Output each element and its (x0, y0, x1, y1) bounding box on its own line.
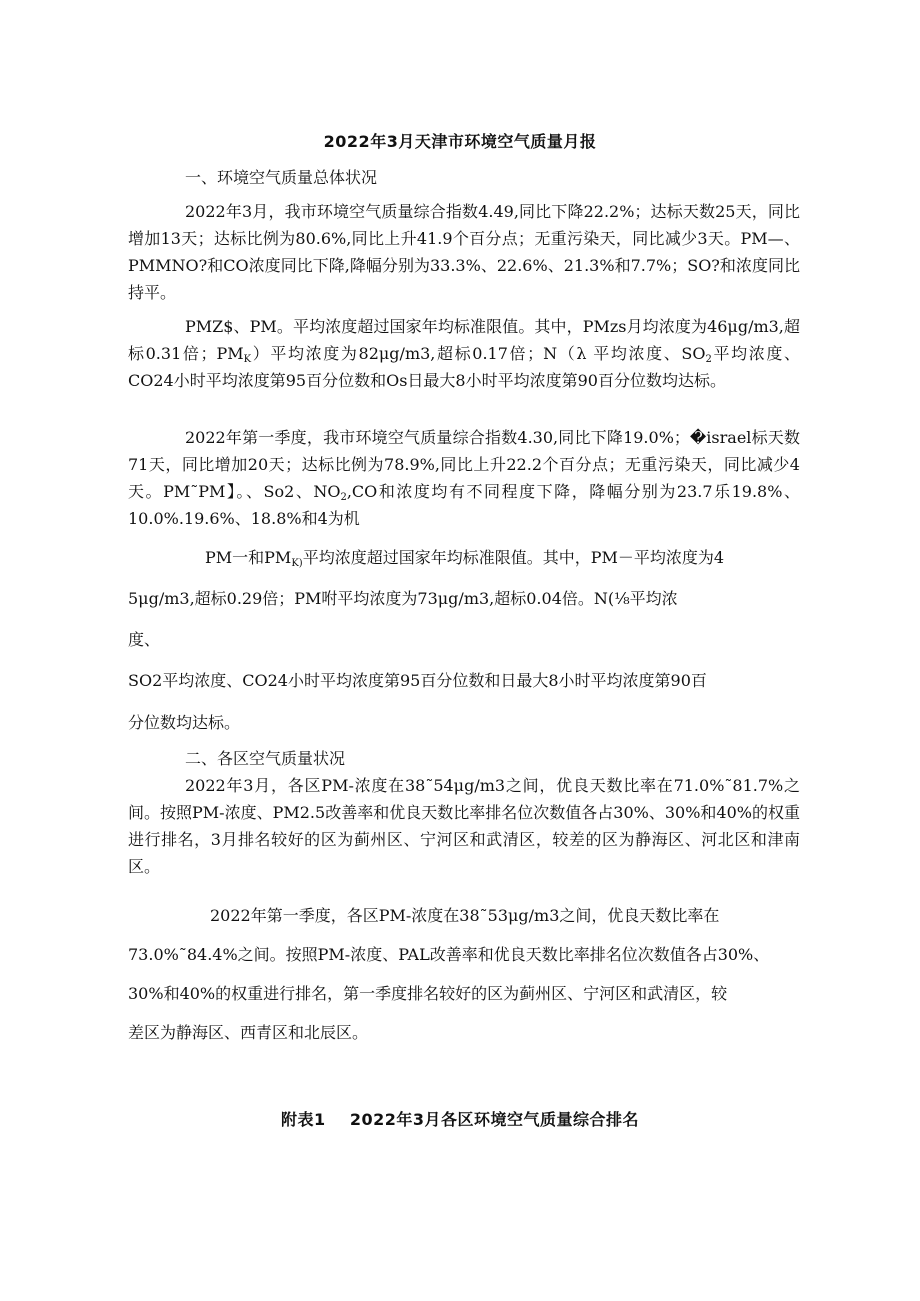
section-1-paragraph-4-line-3: 度、 (128, 630, 161, 649)
p3-text-b: ,CO和浓度均有不同程度下降，降幅分别为23.7乐19.8%、10.0%.19.6%、18.8%和4为机 (128, 482, 800, 528)
section-1-paragraph-4-line-2: 5μg/m3,超标0.29倍；PM咐平均浓度为73μg/m3,超标0.04倍。N(⅛平均浓 (128, 589, 678, 608)
section-1-paragraph-4-line-1 (205, 545, 724, 568)
section-1-paragraph-3 (128, 424, 800, 532)
section-2-paragraph-1: 2022年3月，各区PM-浓度在38˜54μg/m3之间，优良天数比率在71.0%˜81.7%之间。按照PM-浓度、PM2.5改善率和优良天数比率排名位次数值各占30%、30%和40%的权重进行排名，3月排名较好的区为蓟州区、宁河区和武清区，较差的区为静海区、河北区和津南区。 (128, 776, 800, 876)
document-title: 2022年3月天津市环境空气质量月报 (323, 132, 597, 151)
section-1-heading: 一、环境空气质量总体状况 (185, 168, 378, 187)
section-1-paragraph-4-line-4: SO2平均浓度、CO24小时平均浓度第95百分位数和日最大8小时平均浓度第90百 (128, 671, 707, 690)
section-1-paragraph-2 (128, 313, 800, 394)
section-2-paragraph-2-line-3: 30%和40%的权重进行排名，第一季度排名较好的区为蓟州区、宁河区和武清区，较 (128, 984, 728, 1003)
section-2-paragraph-2-line-2: 73.0%˜84.4%之间。按照PM-浓度、PAL改善率和优良天数比率排名位次数值各占30%、 (128, 945, 770, 964)
p2-subscript-2: 2 (705, 354, 712, 365)
section-2-paragraph-2-line-4: 差区为静海区、西青区和北辰区。 (128, 1023, 369, 1042)
p4-line1-subscript: K) (291, 558, 303, 569)
section-1-paragraph-4-line-5: 分位数均达标。 (128, 713, 241, 732)
p3-text-a: 2022年第一季度，我市环境空气质量综合指数4.30,同比下降19.0%；�israel标天数71天，同比增加20天；达标比例为78.9%,同比上升22.2个百分点；无重污染天，同比减少4天。PM˜PM】。、So2、NO (128, 428, 800, 501)
section-2-paragraph-2-line-1: 2022年第一季度，各区PM-浓度在38˜53μg/m3之间，优良天数比率在 (210, 906, 720, 925)
p3-subscript: 2 (340, 492, 347, 503)
p4-line1-text-a: PM一和PM (205, 548, 292, 567)
appendix-table-title: 附表1 2022年3月各区环境空气质量综合排名 (280, 1110, 640, 1129)
section-2-heading: 二、各区空气质量状况 (185, 749, 346, 768)
section-1-paragraph-1: 2022年3月，我市环境空气质量综合指数4.49,同比下降22.2%；达标天数25天，同比增加13天；达标比例为80.6%,同比上升41.9个百分点；无重污染天，同比减少3天。PM—、PMMNO?和CO浓度同比下降,降幅分别为33.3%、22.6%、21.3%和7.7%；SO?和浓度同比持平。 (128, 202, 800, 302)
p2-subscript-1: K (243, 354, 252, 365)
p4-line1-text-b: 平均浓度超过国家年均标准限值。其中，PM－平均浓度为4 (302, 548, 725, 567)
p2-text-c: 平均浓度、CO24小时平均浓度第95百分位数和Os日最大8小时平均浓度第90百分位数均达标。 (128, 344, 800, 390)
p2-text-b: ）平均浓度为82μg/m3,超标0.17倍；N（λ 平均浓度、SO (251, 344, 706, 363)
p2-text-a: PMZ$、PM。平均浓度超过国家年均标准限值。其中，PMzs月均浓度为46μg/m3,超标0.31倍；PM (128, 317, 800, 363)
